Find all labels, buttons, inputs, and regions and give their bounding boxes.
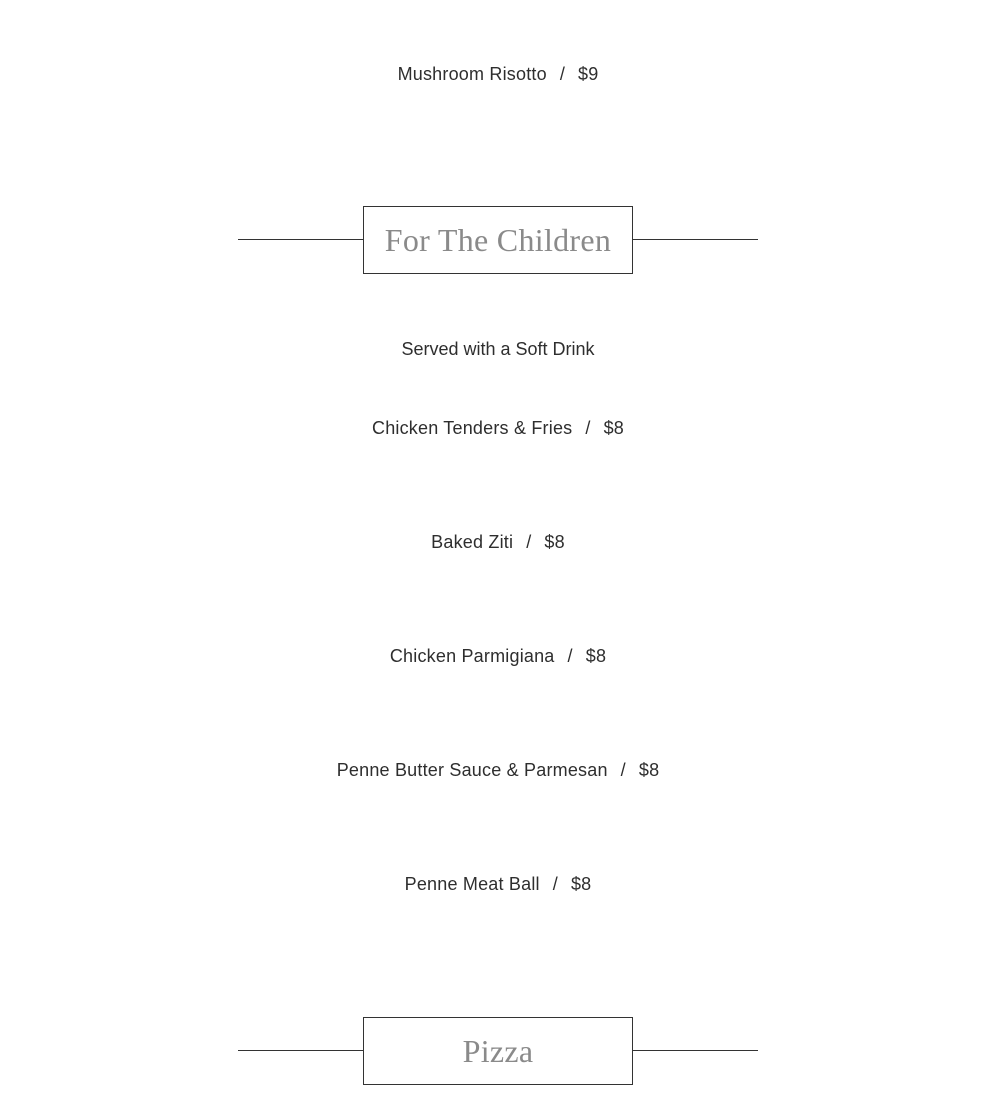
menu-item-price: $8 (544, 532, 565, 552)
menu-item (0, 416, 996, 440)
menu-item-name: Penne Meat Ball (404, 874, 540, 894)
menu-item-price: $8 (570, 874, 592, 894)
menu-item-name: Baked Ziti (431, 532, 514, 552)
menu-item-separator: / (552, 874, 558, 894)
menu-item-name: Chicken Parmigiana (389, 646, 555, 666)
menu-item-separator: / (559, 64, 566, 84)
section-title-box (363, 206, 633, 274)
header-rule-right (633, 1050, 758, 1051)
menu-item-price: $8 (585, 646, 607, 666)
menu-item (0, 644, 996, 668)
menu-item-separator: / (585, 418, 591, 438)
section-note: Served with a Soft Drink (401, 339, 595, 359)
section-header-pizza (238, 1017, 758, 1085)
menu-item-name: Chicken Tenders & Fries (372, 418, 573, 438)
header-rule-left (238, 1050, 363, 1051)
section-title: For The Children (384, 221, 612, 258)
section-title: Pizza (462, 1032, 534, 1069)
section-title-box (363, 1017, 633, 1085)
header-rule-left (238, 239, 363, 240)
menu-item-separator: / (567, 646, 573, 666)
section-header-children (238, 206, 758, 274)
menu-item-separator: / (526, 532, 532, 552)
menu-item-price: $9 (578, 64, 599, 84)
menu-item-name: Penne Butter Sauce & Parmesan (336, 760, 608, 780)
header-rule-right (633, 239, 758, 240)
menu-item-separator: / (620, 760, 626, 780)
menu-item (0, 872, 996, 896)
menu-item (0, 758, 996, 782)
menu-item-mushroom-risotto (0, 62, 996, 86)
menu-item (0, 530, 996, 554)
menu-item-price: $8 (638, 760, 660, 780)
menu-item-price: $8 (603, 418, 624, 438)
menu-item-name: Mushroom Risotto (397, 64, 547, 84)
